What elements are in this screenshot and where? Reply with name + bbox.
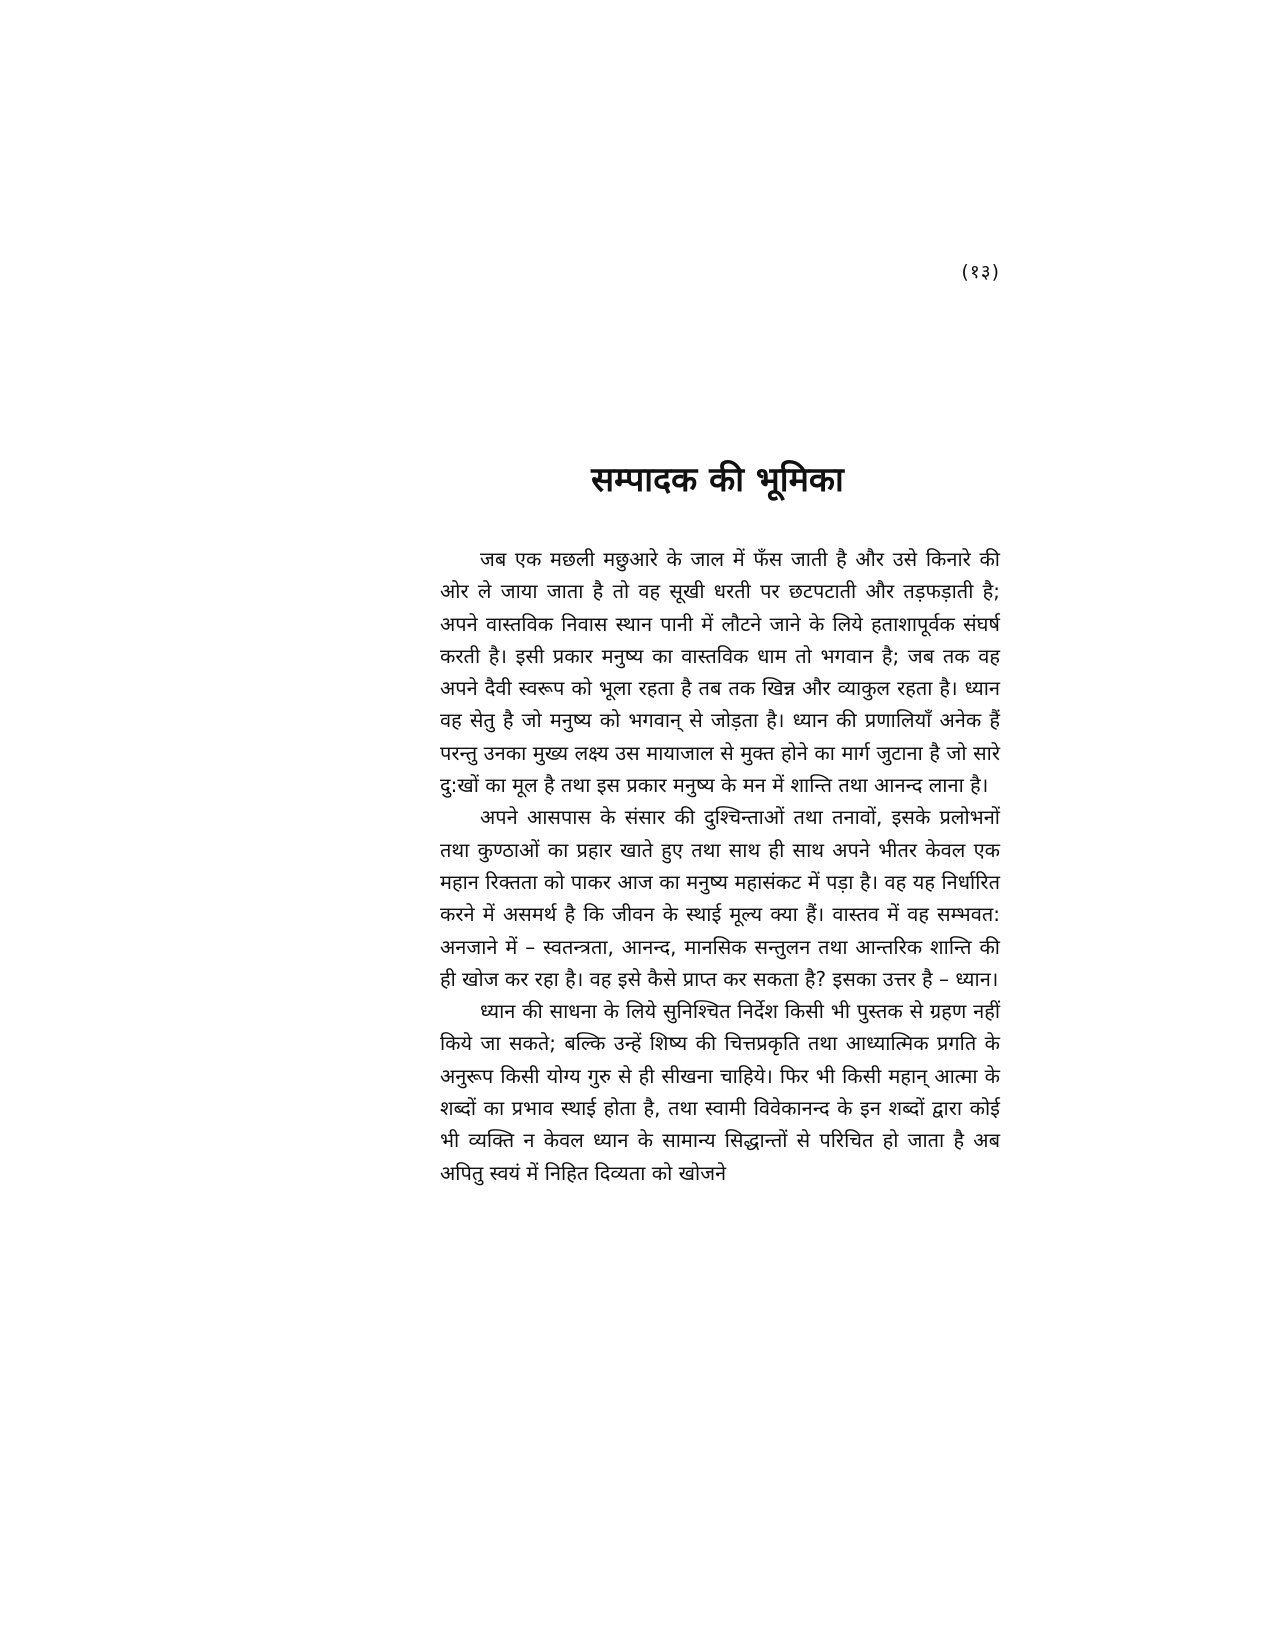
paragraph-1: जब एक मछली मछुआरे के जाल में फँस जाती है और उसे किनारे की ओर ले जाया जाता है तो वह सूखी धरती पर छटपटाती और तड़फड़ाती है; अपने वास्तविक निवास स्थान पानी में लौटने जाने के लिये हताशापूर्वक संघर्ष करती है। इसी प्रकार मनुष्य का वास्तविक धाम तो भगवान है; जब तक वह अपने दैवी स्वरूप को भूला रहता है तब तक खिन्न और व्याकुल रहता है। ध्यान वह सेतु है जो मनुष्य को भगवान् से जोड़ता है। ध्यान की प्रणालियाँ अनेक हैं परन्तु उनका मुख्य लक्ष्य उस मायाजाल से मुक्त होने का मार्ग जुटाना है जो सारे दु:खों का मूल है तथा इस प्रकार मनुष्य के मन में शान्ति तथा आनन्द लाना है। [440,547,1000,798]
paragraph-2: अपने आसपास के संसार की दुश्चिन्ताओं तथा तनावों, इसके प्रलोभनों तथा कुण्ठाओं का प्रहार खाते हुए तथा साथ ही साथ अपने भीतर केवल एक महान रिक्तता को पाकर आज का मनुष्य महासंकट में पड़ा है। वह यह निर्धारित करने में असमर्थ है कि जीवन के स्थाई मूल्य क्या हैं। वास्तव में वह सम्भवत: अनजाने में – स्वतन्त्रता, आनन्द, मानसिक सन्तुलन तथा आन्तरिक शान्ति की ही खोज कर रहा है। वह इसे कैसे प्राप्त कर सकता है? इसका उत्तर है – ध्यान। [440,805,1000,991]
page-number: (१३) [961,261,1000,283]
body-text [440,543,1000,1189]
page-title: सम्पादक की भूमिका [591,460,844,500]
paragraph-3: ध्यान की साधना के लिये सुनिश्चित निर्देश किसी भी पुस्तक से ग्रहण नहीं किये जा सकते; बल्कि उन्हें शिष्य की चित्तप्रकृति तथा आध्यात्मिक प्रगति के अनुरूप किसी योग्य गुरु से ही सीखना चाहिये। फिर भी किसी महान् आत्मा के शब्दों का प्रभाव स्थाई होता है, तथा स्वामी विवेकानन्द के इन शब्दों द्वारा कोई भी व्यक्ति न केवल ध्यान के सामान्य सिद्धान्तों से परिचित हो जाता है अब अपितु स्वयं में निहित दिव्यता को खोजने [440,999,1000,1185]
